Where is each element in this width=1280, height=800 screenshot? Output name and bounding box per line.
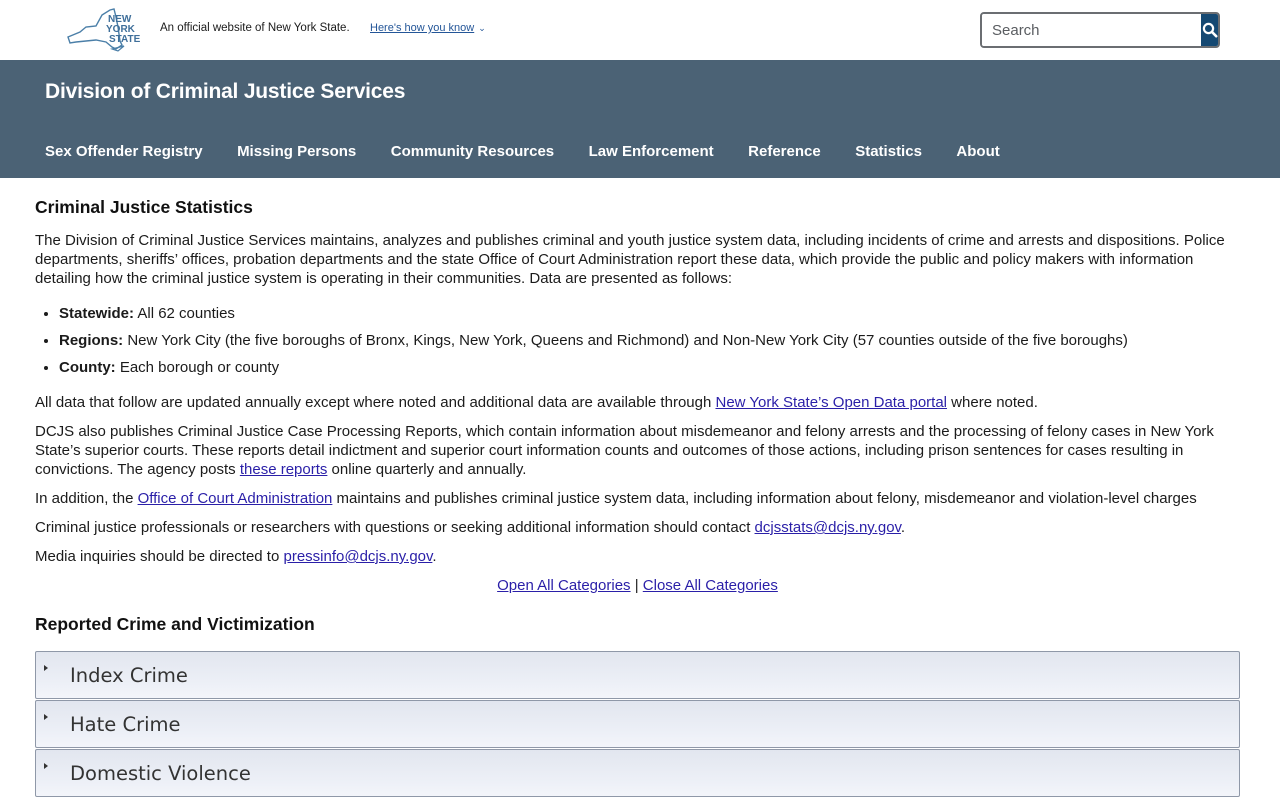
accordion-label: Hate Crime <box>70 713 181 736</box>
text: All data that follow are updated annually except where noted and additional data are available through <box>35 394 716 411</box>
dcjsstats-email-link[interactable]: dcjsstats@dcjs.ny.gov <box>754 519 901 536</box>
search-input[interactable] <box>982 14 1201 46</box>
how-you-know-link[interactable] <box>370 22 486 34</box>
accordion-item-hate-crime[interactable] <box>35 700 1240 748</box>
page-title: Criminal Justice Statistics <box>35 197 253 217</box>
term-label: County: <box>59 359 116 376</box>
contact-paragraph <box>35 518 1240 537</box>
text: online quarterly and annually. <box>327 461 527 478</box>
nav-item-law-enforcement[interactable]: Law Enforcement <box>588 143 714 160</box>
search-form <box>980 12 1220 48</box>
universal-header <box>0 0 1280 60</box>
data-levels-list <box>35 304 1240 377</box>
text: where noted. <box>947 394 1038 411</box>
text: In addition, the <box>35 490 138 507</box>
open-data-paragraph <box>35 393 1240 412</box>
caret-right-icon <box>44 763 48 769</box>
nav-item-reference[interactable]: Reference <box>748 143 821 160</box>
pressinfo-email-link[interactable]: pressinfo@dcjs.ny.gov <box>283 548 433 565</box>
close-all-categories-link[interactable]: Close All Categories <box>642 577 778 594</box>
section-title: Reported Crime and Victimization <box>35 614 315 634</box>
office-of-court-administration-link[interactable]: Office of Court Administration <box>137 490 333 507</box>
term-desc: New York City (the five boroughs of Bronx, Kings, New York, Queens and Richmond) and Non-New York City (57 counties outside of the five boroughs) <box>123 332 1128 349</box>
chevron-down-icon: ⌄ <box>478 23 486 33</box>
ny-state-logo[interactable] <box>66 7 144 55</box>
list-item-county <box>59 358 1240 377</box>
nav-item-statistics[interactable]: Statistics <box>855 143 922 160</box>
main-nav <box>45 143 1034 160</box>
nav-item-sex-offender-registry[interactable]: Sex Offender Registry <box>45 143 203 160</box>
accordion-item-domestic-violence[interactable] <box>35 749 1240 797</box>
intro-paragraph: The Division of Criminal Justice Services maintains, analyzes and publishes criminal and youth justice system data, including incidents of crime and arrests and dispositions. Police departments, sheriffs’ offices, probation departments and the state Office of Court Administration report these data, which provide the public and policy makers with information detailing how the criminal justice system is operating in their communities. Data are presented as follows: <box>35 232 1225 287</box>
search-icon <box>1202 22 1218 38</box>
how-you-know-label: Here's how you know <box>370 22 475 34</box>
text: maintains and publishes criminal justice system data, including information about felony, misdemeanor and violation-level charges <box>332 490 1197 507</box>
agency-banner <box>0 60 1280 178</box>
media-paragraph <box>35 547 1240 566</box>
official-website-text: An official website of New York State. <box>160 22 350 34</box>
term-desc: Each borough or county <box>115 359 280 376</box>
separator: | <box>630 577 643 594</box>
text: . <box>432 548 437 565</box>
caret-right-icon <box>44 665 48 671</box>
accordion-label: Index Crime <box>70 664 188 687</box>
nav-item-missing-persons[interactable]: Missing Persons <box>237 143 357 160</box>
search-button[interactable] <box>1201 14 1218 46</box>
text: . <box>900 519 906 536</box>
nav-item-about[interactable]: About <box>956 143 1000 160</box>
accordion-label: Domestic Violence <box>70 762 251 785</box>
logo-text-new: NEW <box>108 14 132 25</box>
logo-text-state: STATE <box>109 34 141 45</box>
agency-title[interactable]: Division of Criminal Justice Services <box>45 80 406 103</box>
these-reports-link[interactable]: these reports <box>239 461 328 478</box>
text: Media inquiries should be directed to <box>35 548 284 565</box>
caret-right-icon <box>44 714 48 720</box>
oca-paragraph <box>35 489 1240 508</box>
open-all-categories-link[interactable]: Open All Categories <box>497 577 631 594</box>
list-item-regions <box>59 331 1240 350</box>
open-data-portal-link[interactable]: New York State’s Open Data portal <box>715 394 948 411</box>
accordion-item-index-crime[interactable] <box>35 651 1240 699</box>
term-label: Regions: <box>59 332 124 349</box>
logo-text-york: YORK <box>106 24 135 35</box>
text: DCJS also publishes Criminal Justice Case Processing Reports, which contain information about misdemeanor and felony arrests and the processing of felony cases in New York State’s superior courts. These reports detail indictment and superior court information counts and outcomes of those actions, including prison sentences for cases resulting in convictions. The agency posts <box>35 423 1214 478</box>
main-content <box>35 178 1240 798</box>
case-processing-paragraph <box>35 422 1240 479</box>
term-desc: All 62 counties <box>134 305 235 322</box>
list-item-statewide <box>59 304 1240 323</box>
term-label: Statewide: <box>59 305 135 322</box>
nav-item-community-resources[interactable]: Community Resources <box>390 143 555 160</box>
text: Criminal justice professionals or researchers with questions or seeking additional information should contact <box>35 519 755 536</box>
accordion <box>35 651 1240 797</box>
category-toggles <box>35 576 1240 595</box>
